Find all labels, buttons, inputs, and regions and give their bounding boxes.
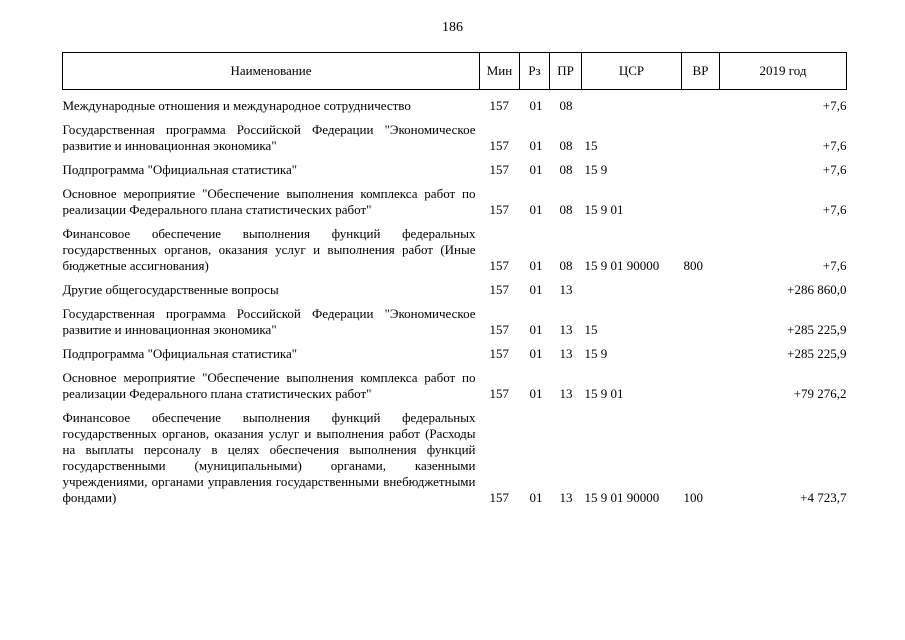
row-spacer: [63, 218, 847, 226]
spacer-cell: [63, 362, 847, 370]
cell-pr: 08: [559, 258, 573, 273]
cell-name: Государственная программа Российской Федерации "Экономическое развитие и инновационная экономика": [62, 306, 476, 337]
header-year: 2019 год: [720, 53, 847, 90]
cell-min: 157: [489, 162, 509, 177]
row-spacer: [63, 338, 847, 346]
cell-rz: 01: [529, 202, 543, 217]
spacer-cell: [63, 90, 847, 99]
table-row: [63, 370, 847, 402]
spacer-cell: [63, 402, 847, 410]
cell-pr: 13: [559, 490, 573, 505]
cell-name: Государственная программа Российской Федерации "Экономическое развитие и инновационная экономика": [62, 122, 476, 153]
cell-pr: 08: [559, 202, 573, 217]
cell-rz: 01: [529, 98, 543, 113]
cell-csr: 15 9: [584, 346, 608, 361]
cell-vr: [682, 98, 720, 114]
cell-name: Основное мероприятие "Обеспечение выполнения комплекса работ по реализации Федерального плана статистических работ": [62, 186, 476, 217]
header-min: Мин: [480, 53, 520, 90]
cell-csr: [582, 282, 682, 298]
cell-vr: [682, 122, 720, 154]
row-spacer: [63, 90, 847, 99]
header-csr: ЦСР: [582, 53, 682, 90]
cell-min: 157: [489, 386, 509, 401]
cell-csr: [582, 98, 682, 114]
spacer-cell: [63, 274, 847, 282]
cell-min: 157: [489, 258, 509, 273]
cell-csr: 15 9: [584, 162, 608, 177]
cell-min: 157: [489, 490, 509, 505]
cell-rz: 01: [529, 346, 543, 361]
cell-name: Международные отношения и международное сотрудничество: [62, 98, 411, 113]
cell-min: 157: [489, 346, 509, 361]
cell-amount: +4 723,7: [800, 490, 847, 505]
cell-pr: 13: [559, 322, 573, 337]
spacer-cell: [63, 298, 847, 306]
table-row: [63, 306, 847, 338]
row-spacer: [63, 298, 847, 306]
header-rz: Рз: [520, 53, 550, 90]
cell-min: 157: [489, 138, 509, 153]
cell-pr: 13: [559, 346, 573, 361]
cell-rz: 01: [529, 282, 543, 297]
cell-name: Подпрограмма "Официальная статистика": [62, 346, 298, 361]
cell-rz: 01: [529, 322, 543, 337]
table-header: [63, 53, 847, 90]
spacer-cell: [63, 178, 847, 186]
cell-rz: 01: [529, 258, 543, 273]
header-pr: ПР: [550, 53, 582, 90]
table-row: [63, 98, 847, 114]
cell-amount: +285 225,9: [787, 346, 847, 361]
table-row: [63, 186, 847, 218]
cell-csr: 15 9 01: [584, 202, 624, 217]
cell-amount: +7,6: [822, 138, 847, 153]
spacer-cell: [63, 154, 847, 162]
cell-name: Финансовое обеспечение выполнения функций федеральных государственных органов, оказания услуг и выполнения работ (Иные бюджетные ассигнования): [62, 226, 476, 273]
cell-pr: 08: [559, 138, 573, 153]
cell-rz: 01: [529, 386, 543, 401]
cell-pr: 13: [559, 386, 573, 401]
spacer-cell: [63, 218, 847, 226]
cell-name: Финансовое обеспечение выполнения функций федеральных государственных органов, оказания услуг и выполнения работ (Расходы на выплаты персоналу в целях обеспечения выполнения функций государственными (муниципальными) органами, казенными учреждениями, органами управления государственными внебюджетными фондами): [62, 410, 476, 505]
cell-min: 157: [489, 322, 509, 337]
table-row: [63, 162, 847, 178]
spacer-cell: [63, 338, 847, 346]
cell-amount: +285 225,9: [787, 322, 847, 337]
cell-min: 157: [489, 282, 509, 297]
table-row: [63, 122, 847, 154]
table-row: [63, 226, 847, 274]
cell-vr: [682, 346, 720, 362]
row-spacer: [63, 362, 847, 370]
cell-vr: [682, 306, 720, 338]
cell-csr: 15: [584, 138, 598, 153]
cell-pr: 13: [559, 282, 573, 297]
cell-vr: 100: [683, 490, 703, 505]
cell-vr: [682, 186, 720, 218]
cell-vr: [682, 282, 720, 298]
row-spacer: [63, 114, 847, 122]
row-spacer: [63, 274, 847, 282]
cell-vr: [682, 370, 720, 402]
cell-csr: 15: [584, 322, 598, 337]
cell-rz: 01: [529, 162, 543, 177]
table-row: [63, 346, 847, 362]
cell-min: 157: [489, 202, 509, 217]
cell-name: Основное мероприятие "Обеспечение выполнения комплекса работ по реализации Федерального плана статистических работ": [62, 370, 476, 401]
cell-rz: 01: [529, 490, 543, 505]
cell-vr: 800: [683, 258, 703, 273]
cell-name: Подпрограмма "Официальная статистика": [62, 162, 298, 177]
cell-name: Другие общегосударственные вопросы: [62, 282, 279, 297]
header-vr: ВР: [682, 53, 720, 90]
budget-table: [62, 52, 847, 506]
table-row: [63, 410, 847, 506]
cell-min: 157: [489, 98, 509, 113]
table-body: [63, 90, 847, 507]
row-spacer: [63, 178, 847, 186]
cell-csr: 15 9 01: [584, 386, 624, 401]
cell-csr: 15 9 01 90000: [584, 258, 660, 273]
cell-amount: +286 860,0: [787, 282, 847, 297]
cell-amount: +7,6: [822, 258, 847, 273]
table-row: [63, 282, 847, 298]
page-number: 186: [442, 20, 463, 35]
spacer-cell: [63, 114, 847, 122]
cell-amount: +79 276,2: [793, 386, 847, 401]
cell-pr: 08: [559, 162, 573, 177]
row-spacer: [63, 402, 847, 410]
cell-rz: 01: [529, 138, 543, 153]
cell-pr: 08: [559, 98, 573, 113]
cell-amount: +7,6: [822, 202, 847, 217]
header-name: Наименование: [63, 53, 480, 90]
cell-csr: 15 9 01 90000: [584, 490, 660, 505]
cell-amount: +7,6: [822, 98, 847, 113]
cell-amount: +7,6: [822, 162, 847, 177]
row-spacer: [63, 154, 847, 162]
cell-vr: [682, 162, 720, 178]
